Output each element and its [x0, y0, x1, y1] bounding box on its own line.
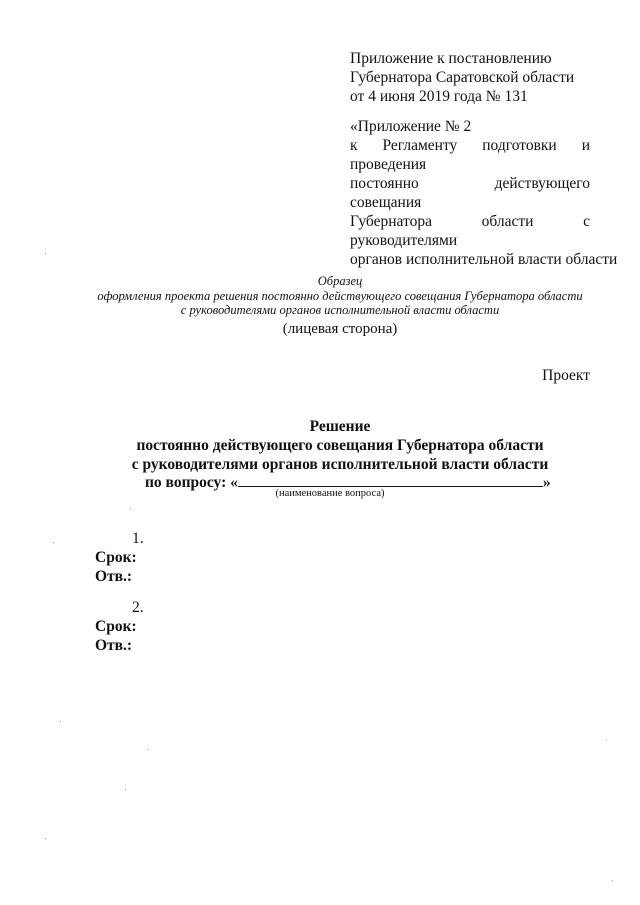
- sample-side-label: (лицевая сторона): [282, 320, 398, 337]
- scan-speck: [60, 721, 61, 722]
- question-suffix: »: [542, 474, 551, 491]
- annex-reglament-line: «Приложение № 2: [350, 118, 472, 135]
- decision-line: с руководителями органов исполнительной власти области: [131, 456, 549, 473]
- scan-speck: [130, 508, 131, 509]
- annex-reglament-line: к Регламенту подготовки и проведения: [350, 137, 590, 173]
- responsible-label: Отв.:: [95, 637, 133, 654]
- decision-item: [95, 529, 144, 586]
- question-blank: [238, 473, 543, 487]
- scan-speck: [612, 880, 613, 881]
- responsible-label: Отв.:: [95, 568, 133, 585]
- sample-heading: [60, 274, 620, 339]
- annex-reglament-line: постоянно действующего совещания: [350, 175, 590, 211]
- annex-header-line: Губернатора Саратовской области: [350, 69, 575, 86]
- annex-reglament-line: Губернатора области с руководителями: [350, 213, 590, 249]
- annex-header-line: от 4 июня 2019 года № 131: [350, 88, 528, 105]
- annex-reglament: [350, 117, 618, 269]
- decision-line: постоянно действующего совещания Губернатора области: [136, 437, 544, 454]
- decision-title: Решение: [309, 418, 371, 435]
- scan-speck: [148, 749, 149, 750]
- decision-heading: [60, 417, 620, 474]
- scan-speck: [606, 740, 607, 741]
- deadline-label: Срок:: [95, 549, 137, 566]
- scan-speck: [45, 838, 46, 839]
- scan-speck: [45, 253, 46, 254]
- sample-description-line: с руководителями органов исполнительной власти области: [180, 303, 500, 317]
- question-prefix: по вопросу: «: [145, 474, 238, 491]
- deadline-label: Срок:: [95, 618, 137, 635]
- annex-header: [350, 49, 600, 106]
- scan-speck: [125, 789, 126, 790]
- decision-item: [95, 598, 144, 655]
- question-caption: (наименование вопроса): [275, 488, 385, 499]
- sample-description-line: оформления проекта решения постоянно действующего совещания Губернатора области: [97, 288, 583, 303]
- project-label: Проект: [542, 367, 590, 384]
- sample-title: Образец: [317, 274, 363, 288]
- annex-header-line: Приложение к постановлению: [350, 50, 552, 67]
- scan-speck: [53, 542, 54, 543]
- item-number: 1.: [132, 530, 144, 547]
- annex-reglament-line: органов исполнительной власти области: [350, 251, 618, 268]
- item-number: 2.: [132, 599, 144, 616]
